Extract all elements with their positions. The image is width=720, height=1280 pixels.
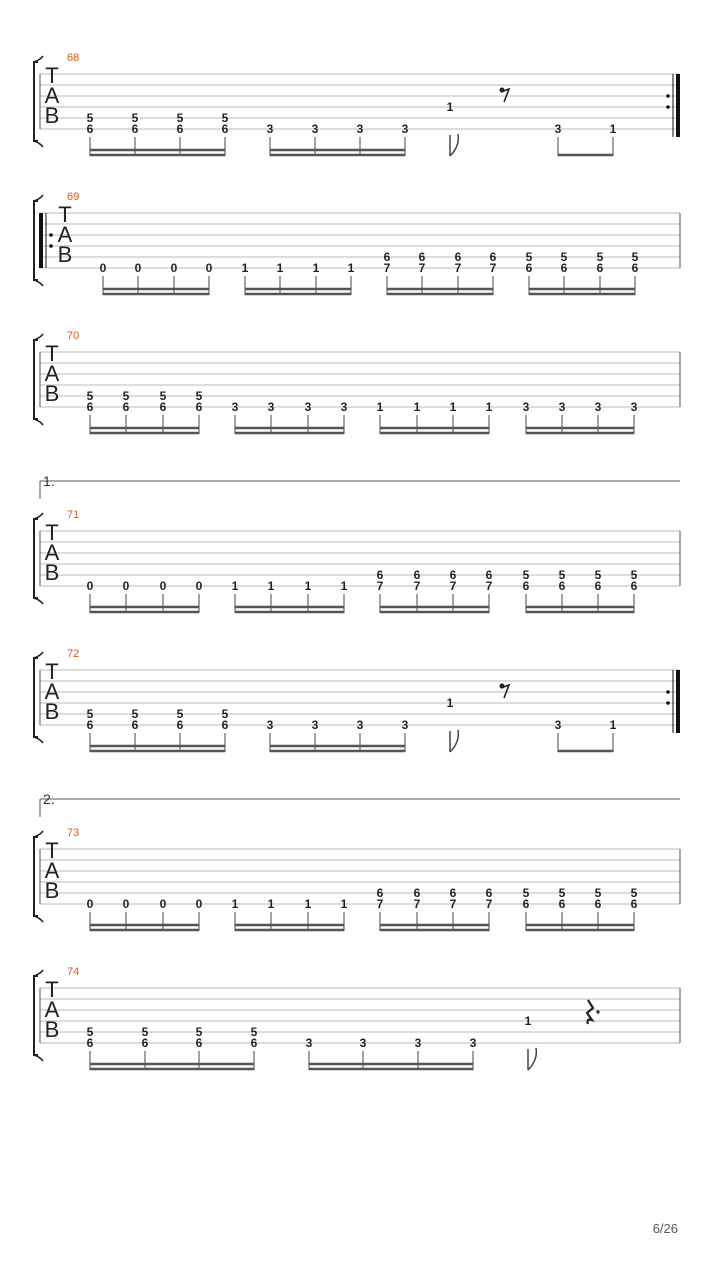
fret-number: 3 xyxy=(311,718,319,732)
fret-number: 6 xyxy=(86,1036,94,1050)
fret-number: 6 xyxy=(376,568,384,582)
fret-number: 0 xyxy=(122,897,130,911)
fret-number: 1 xyxy=(267,579,275,593)
fret-number: 3 xyxy=(630,400,638,414)
fret-number: 6 xyxy=(141,1036,149,1050)
fret-number: 5 xyxy=(522,886,530,900)
fret-number: 7 xyxy=(413,579,421,593)
fret-number: 3 xyxy=(304,400,312,414)
measure-number: 68 xyxy=(67,52,80,64)
fret-number: 6 xyxy=(413,886,421,900)
eighth-rest-icon xyxy=(500,88,510,103)
fret-number: 0 xyxy=(170,261,178,275)
fret-number: 7 xyxy=(485,579,493,593)
fret-number: 6 xyxy=(594,897,602,911)
fret-number: 1 xyxy=(449,400,457,414)
system-bracket xyxy=(34,976,38,1055)
page-number: 6/26 xyxy=(652,1221,678,1236)
measure-number: 72 xyxy=(67,648,80,660)
repeat-dot xyxy=(49,233,53,237)
fret-number: 7 xyxy=(413,897,421,911)
fret-number: 6 xyxy=(131,122,139,136)
tab-clef-letter: A xyxy=(44,679,60,704)
fret-number: 6 xyxy=(176,122,184,136)
fret-number: 7 xyxy=(376,897,384,911)
repeat-dot xyxy=(49,244,53,248)
tab-clef-letter: T xyxy=(45,520,59,545)
fret-number: 3 xyxy=(469,1036,477,1050)
fret-number: 1 xyxy=(413,400,421,414)
fret-number: 7 xyxy=(485,897,493,911)
fret-number: 3 xyxy=(401,718,409,732)
bracket-curl xyxy=(34,831,43,922)
fret-number: 1 xyxy=(312,261,320,275)
measure-number: 70 xyxy=(67,330,80,342)
fret-number: 6 xyxy=(489,250,497,264)
fret-number: 3 xyxy=(401,122,409,136)
fret-number: 0 xyxy=(159,897,167,911)
fret-number: 5 xyxy=(176,111,184,125)
fret-number: 1 xyxy=(241,261,249,275)
fret-number: 6 xyxy=(159,400,167,414)
fret-number: 5 xyxy=(221,111,229,125)
fret-number: 0 xyxy=(195,579,203,593)
fret-number: 6 xyxy=(485,886,493,900)
repeat-dot xyxy=(666,94,670,98)
system-bracket xyxy=(34,837,38,916)
fret-number: 7 xyxy=(449,579,457,593)
fret-number: 3 xyxy=(359,1036,367,1050)
tab-clef-letter: A xyxy=(44,997,60,1022)
fret-number: 1 xyxy=(446,696,454,710)
fret-number: 5 xyxy=(594,886,602,900)
fret-number: 6 xyxy=(449,568,457,582)
fret-number: 1 xyxy=(485,400,493,414)
tab-clef-letter: T xyxy=(45,838,59,863)
bracket-curl xyxy=(34,56,43,147)
fret-number: 1 xyxy=(524,1014,532,1028)
tab-clef-letter: T xyxy=(45,659,59,684)
fret-number: 1 xyxy=(609,122,617,136)
fret-number: 5 xyxy=(596,250,604,264)
fret-number: 5 xyxy=(522,568,530,582)
bracket-curl xyxy=(34,970,43,1061)
fret-number: 6 xyxy=(630,897,638,911)
tab-clef-letter: B xyxy=(44,699,60,724)
fret-number: 3 xyxy=(267,400,275,414)
fret-number: 1 xyxy=(304,897,312,911)
fret-number: 1 xyxy=(609,718,617,732)
fret-number: 6 xyxy=(195,1036,203,1050)
tab-clef-letter: B xyxy=(44,560,60,585)
fret-number: 0 xyxy=(99,261,107,275)
fret-number: 1 xyxy=(231,579,239,593)
tab-clef-letter: A xyxy=(44,858,60,883)
fret-number: 5 xyxy=(195,389,203,403)
measure-number: 73 xyxy=(67,827,80,839)
note-flag xyxy=(528,1048,536,1070)
volta-label: 2. xyxy=(43,791,55,807)
fret-number: 0 xyxy=(122,579,130,593)
fret-number: 6 xyxy=(449,886,457,900)
measure-number: 71 xyxy=(67,509,80,521)
fret-number: 7 xyxy=(449,897,457,911)
fret-number: 3 xyxy=(554,122,562,136)
fret-number: 0 xyxy=(205,261,213,275)
fret-number: 3 xyxy=(266,718,274,732)
fret-number: 5 xyxy=(141,1025,149,1039)
system-bracket xyxy=(34,519,38,598)
measure-number: 74 xyxy=(67,966,80,978)
fret-number: 1 xyxy=(267,897,275,911)
fret-number: 5 xyxy=(131,111,139,125)
fret-number: 0 xyxy=(86,897,94,911)
fret-number: 5 xyxy=(195,1025,203,1039)
fret-number: 3 xyxy=(594,400,602,414)
fret-number: 5 xyxy=(631,250,639,264)
fret-number: 7 xyxy=(418,261,426,275)
fret-number: 5 xyxy=(131,707,139,721)
fret-number: 1 xyxy=(376,400,384,414)
fret-number: 7 xyxy=(454,261,462,275)
fret-number: 3 xyxy=(305,1036,313,1050)
note-flag xyxy=(450,134,458,156)
fret-number: 7 xyxy=(383,261,391,275)
fret-number: 0 xyxy=(86,579,94,593)
fret-number: 6 xyxy=(195,400,203,414)
repeat-dot xyxy=(666,105,670,109)
tab-clef-letter: B xyxy=(44,381,60,406)
fret-number: 6 xyxy=(221,122,229,136)
fret-number: 5 xyxy=(250,1025,258,1039)
fret-number: 6 xyxy=(376,886,384,900)
fret-number: 6 xyxy=(250,1036,258,1050)
fret-number: 6 xyxy=(221,718,229,732)
fret-number: 5 xyxy=(221,707,229,721)
fret-number: 5 xyxy=(86,111,94,125)
fret-number: 5 xyxy=(594,568,602,582)
tab-clef-letter: T xyxy=(45,341,59,366)
fret-number: 5 xyxy=(159,389,167,403)
fret-number: 1 xyxy=(231,897,239,911)
fret-number: 5 xyxy=(630,886,638,900)
fret-number: 6 xyxy=(454,250,462,264)
fret-number: 5 xyxy=(630,568,638,582)
fret-number: 6 xyxy=(558,579,566,593)
tab-clef-letter: B xyxy=(44,878,60,903)
fret-number: 6 xyxy=(560,261,568,275)
fret-number: 5 xyxy=(560,250,568,264)
fret-number: 6 xyxy=(485,568,493,582)
fret-number: 3 xyxy=(266,122,274,136)
fret-number: 0 xyxy=(159,579,167,593)
fret-number: 3 xyxy=(356,122,364,136)
fret-number: 1 xyxy=(276,261,284,275)
fret-number: 6 xyxy=(122,400,130,414)
fret-number: 5 xyxy=(558,886,566,900)
fret-number: 3 xyxy=(311,122,319,136)
tab-clef-letter: T xyxy=(45,63,59,88)
fret-number: 5 xyxy=(122,389,130,403)
fret-number: 6 xyxy=(522,897,530,911)
fret-number: 0 xyxy=(134,261,142,275)
bracket-curl xyxy=(34,334,43,425)
fret-number: 6 xyxy=(630,579,638,593)
fret-number: 6 xyxy=(596,261,604,275)
fret-number: 5 xyxy=(86,1025,94,1039)
note-flag xyxy=(450,730,458,752)
tab-clef-letter: A xyxy=(44,361,60,386)
fret-number: 1 xyxy=(340,579,348,593)
fret-number: 3 xyxy=(340,400,348,414)
fret-number: 6 xyxy=(176,718,184,732)
tab-clef-letter: B xyxy=(44,103,60,128)
fret-number: 3 xyxy=(554,718,562,732)
fret-number: 1 xyxy=(347,261,355,275)
tab-clef-letter: A xyxy=(44,540,60,565)
fret-number: 7 xyxy=(489,261,497,275)
fret-number: 3 xyxy=(414,1036,422,1050)
fret-number: 5 xyxy=(558,568,566,582)
system-bracket xyxy=(34,201,38,280)
tab-clef-letter: B xyxy=(44,1017,60,1042)
fret-number: 6 xyxy=(594,579,602,593)
system-bracket xyxy=(34,62,38,141)
eighth-rest-icon xyxy=(500,684,510,699)
fret-number: 6 xyxy=(631,261,639,275)
volta-label: 1. xyxy=(43,473,55,489)
fret-number: 3 xyxy=(356,718,364,732)
fret-number: 1 xyxy=(304,579,312,593)
fret-number: 5 xyxy=(86,707,94,721)
repeat-dot xyxy=(666,701,670,705)
tab-clef-letter: A xyxy=(44,83,60,108)
tab-clef-letter: B xyxy=(57,242,73,267)
fret-number: 6 xyxy=(522,579,530,593)
fret-number: 6 xyxy=(86,718,94,732)
fret-number: 5 xyxy=(176,707,184,721)
quarter-rest-icon xyxy=(587,1000,600,1024)
repeat-dot xyxy=(666,690,670,694)
tab-clef-letter: T xyxy=(45,977,59,1002)
fret-number: 7 xyxy=(376,579,384,593)
fret-number: 6 xyxy=(558,897,566,911)
fret-number: 6 xyxy=(383,250,391,264)
fret-number: 3 xyxy=(558,400,566,414)
fret-number: 6 xyxy=(86,122,94,136)
fret-number: 1 xyxy=(340,897,348,911)
system-bracket xyxy=(34,340,38,419)
fret-number: 6 xyxy=(86,400,94,414)
measure-number: 69 xyxy=(67,191,80,203)
bracket-curl xyxy=(34,652,43,743)
system-bracket xyxy=(34,658,38,737)
fret-number: 6 xyxy=(418,250,426,264)
fret-number: 5 xyxy=(86,389,94,403)
bracket-curl xyxy=(34,513,43,604)
tab-clef-letter: A xyxy=(57,222,73,247)
fret-number: 6 xyxy=(131,718,139,732)
fret-number: 1 xyxy=(446,100,454,114)
fret-number: 5 xyxy=(525,250,533,264)
fret-number: 0 xyxy=(195,897,203,911)
tab-clef-letter: T xyxy=(58,202,72,227)
fret-number: 6 xyxy=(525,261,533,275)
fret-number: 6 xyxy=(413,568,421,582)
fret-number: 3 xyxy=(522,400,530,414)
fret-number: 3 xyxy=(231,400,239,414)
